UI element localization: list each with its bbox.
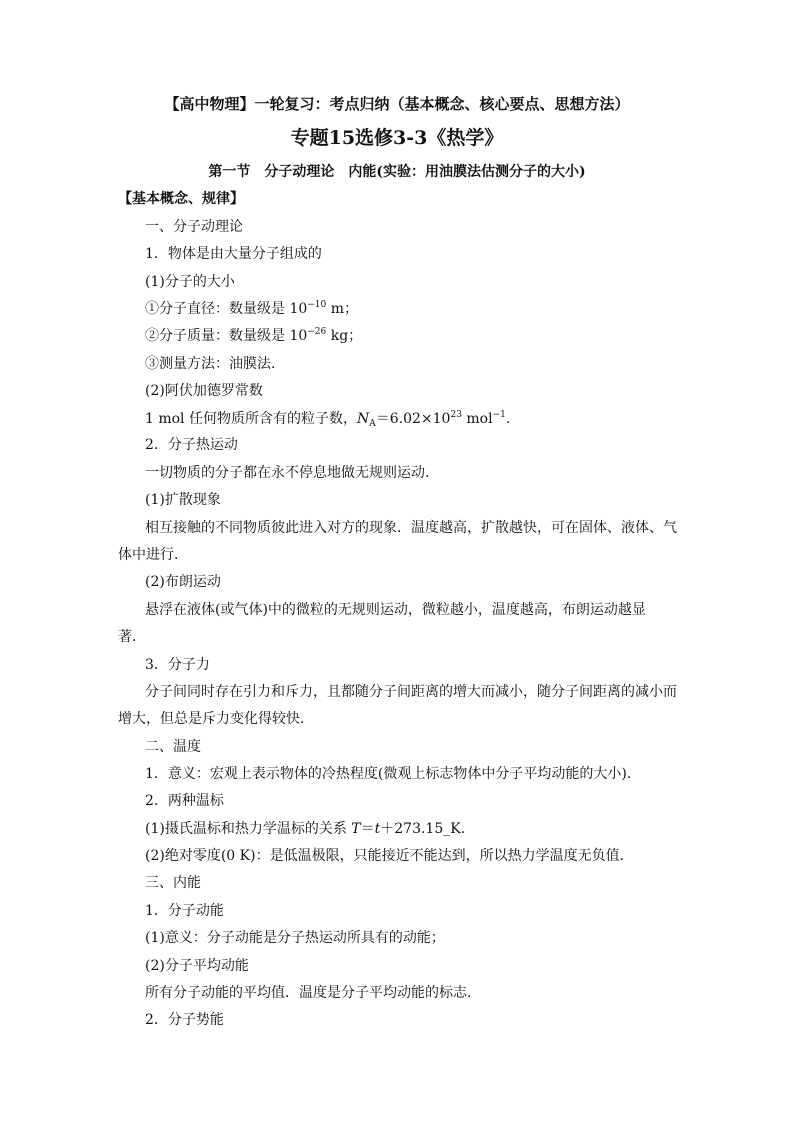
chapter-title: 专题15选修3-3《热学》 [290,127,504,149]
force-desc-line1: 分子间同时存在引力和斥力，且都随分子间距离的增大而减小，随分子间距离的减小而 [145,684,677,700]
heading-molecule-size: (1)分子的大小 [145,274,235,290]
thermal-motion-desc: 一切物质的分子都在永不停息地做无规则运动． [145,465,439,481]
avogadro-line: 1 mol 任何物质所含有的粒子数，$N_A=6.02\times 10^{23}$ mol$^{-1}$. [145,410,511,429]
absolute-zero-line: (2)绝对零度(0 K)：是低温极限，只能接近不能达到，所以热力学温度无负值． [145,848,634,864]
measure-method-line: ③测量方法：油膜法． [145,356,285,372]
heading-diffusion: (1)扩散现象 [145,492,221,508]
heading-molecular-force: 3．分子力 [145,657,210,673]
temperature-meaning: 1．意义：宏观上表示物体的冷热程度(微观上标志物体中分子平均动能的大小)． [145,766,641,782]
diffusion-desc-line1: 相互接触的不同物质彼此进入对方的现象．温度越高，扩散越快，可在固体、液体、气 [145,520,677,536]
molecular-ke-meaning: (1)意义：分子动能是分子热运动所具有的动能； [145,930,445,946]
heading-temp-scales: 2．两种温标 [145,793,224,809]
heading-brownian: (2)布朗运动 [145,574,221,590]
brownian-desc-line2: 著． [118,629,146,645]
heading-molecular-theory: 一、分子动理论 [145,219,243,235]
molecule-diameter-line: ①分子直径：数量级是 $10^{-10}$ m； [145,300,358,317]
average-ke-desc: 所有分子动能的平均值．温度是分子平均动能的标志． [145,985,481,1001]
heading-temperature: 二、温度 [145,739,201,755]
basic-concepts-label: 【基本概念、规律】 [118,191,244,207]
heading-molecular-pe: 2．分子势能 [145,1012,224,1028]
molecule-mass-line: ②分子质量：数量级是 $10^{-26}$ kg； [145,327,363,344]
heading-thermal-motion: 2．分子热运动 [145,437,238,453]
heading-internal-energy: 三、内能 [145,875,201,891]
heading-matter-composition: 1．物体是由大量分子组成的 [145,246,322,262]
heading-molecular-ke: 1．分子动能 [145,903,224,919]
heading-average-ke: (2)分子平均动能 [145,958,249,974]
document-series-title: 【高中物理】一轮复习：考点归纳（基本概念、核心要点、思想方法） [164,95,630,113]
brownian-desc-line1: 悬浮在液体(或气体)中的微粒的无规则运动，微粒越小，温度越高，布朗运动越显 [145,602,646,618]
diffusion-desc-line2: 体中进行． [118,547,188,563]
force-desc-line2: 增大，但总是斥力变化得较快． [118,711,314,727]
heading-avogadro: (2)阿伏加德罗常数 [145,383,263,399]
section-title: 第一节 分子动理论 内能(实验：用油膜法估测分子的大小) [208,164,586,180]
temp-scale-relation: (1)摄氏温标和热力学温标的关系 T＝t＋273.15_K. [145,821,466,837]
